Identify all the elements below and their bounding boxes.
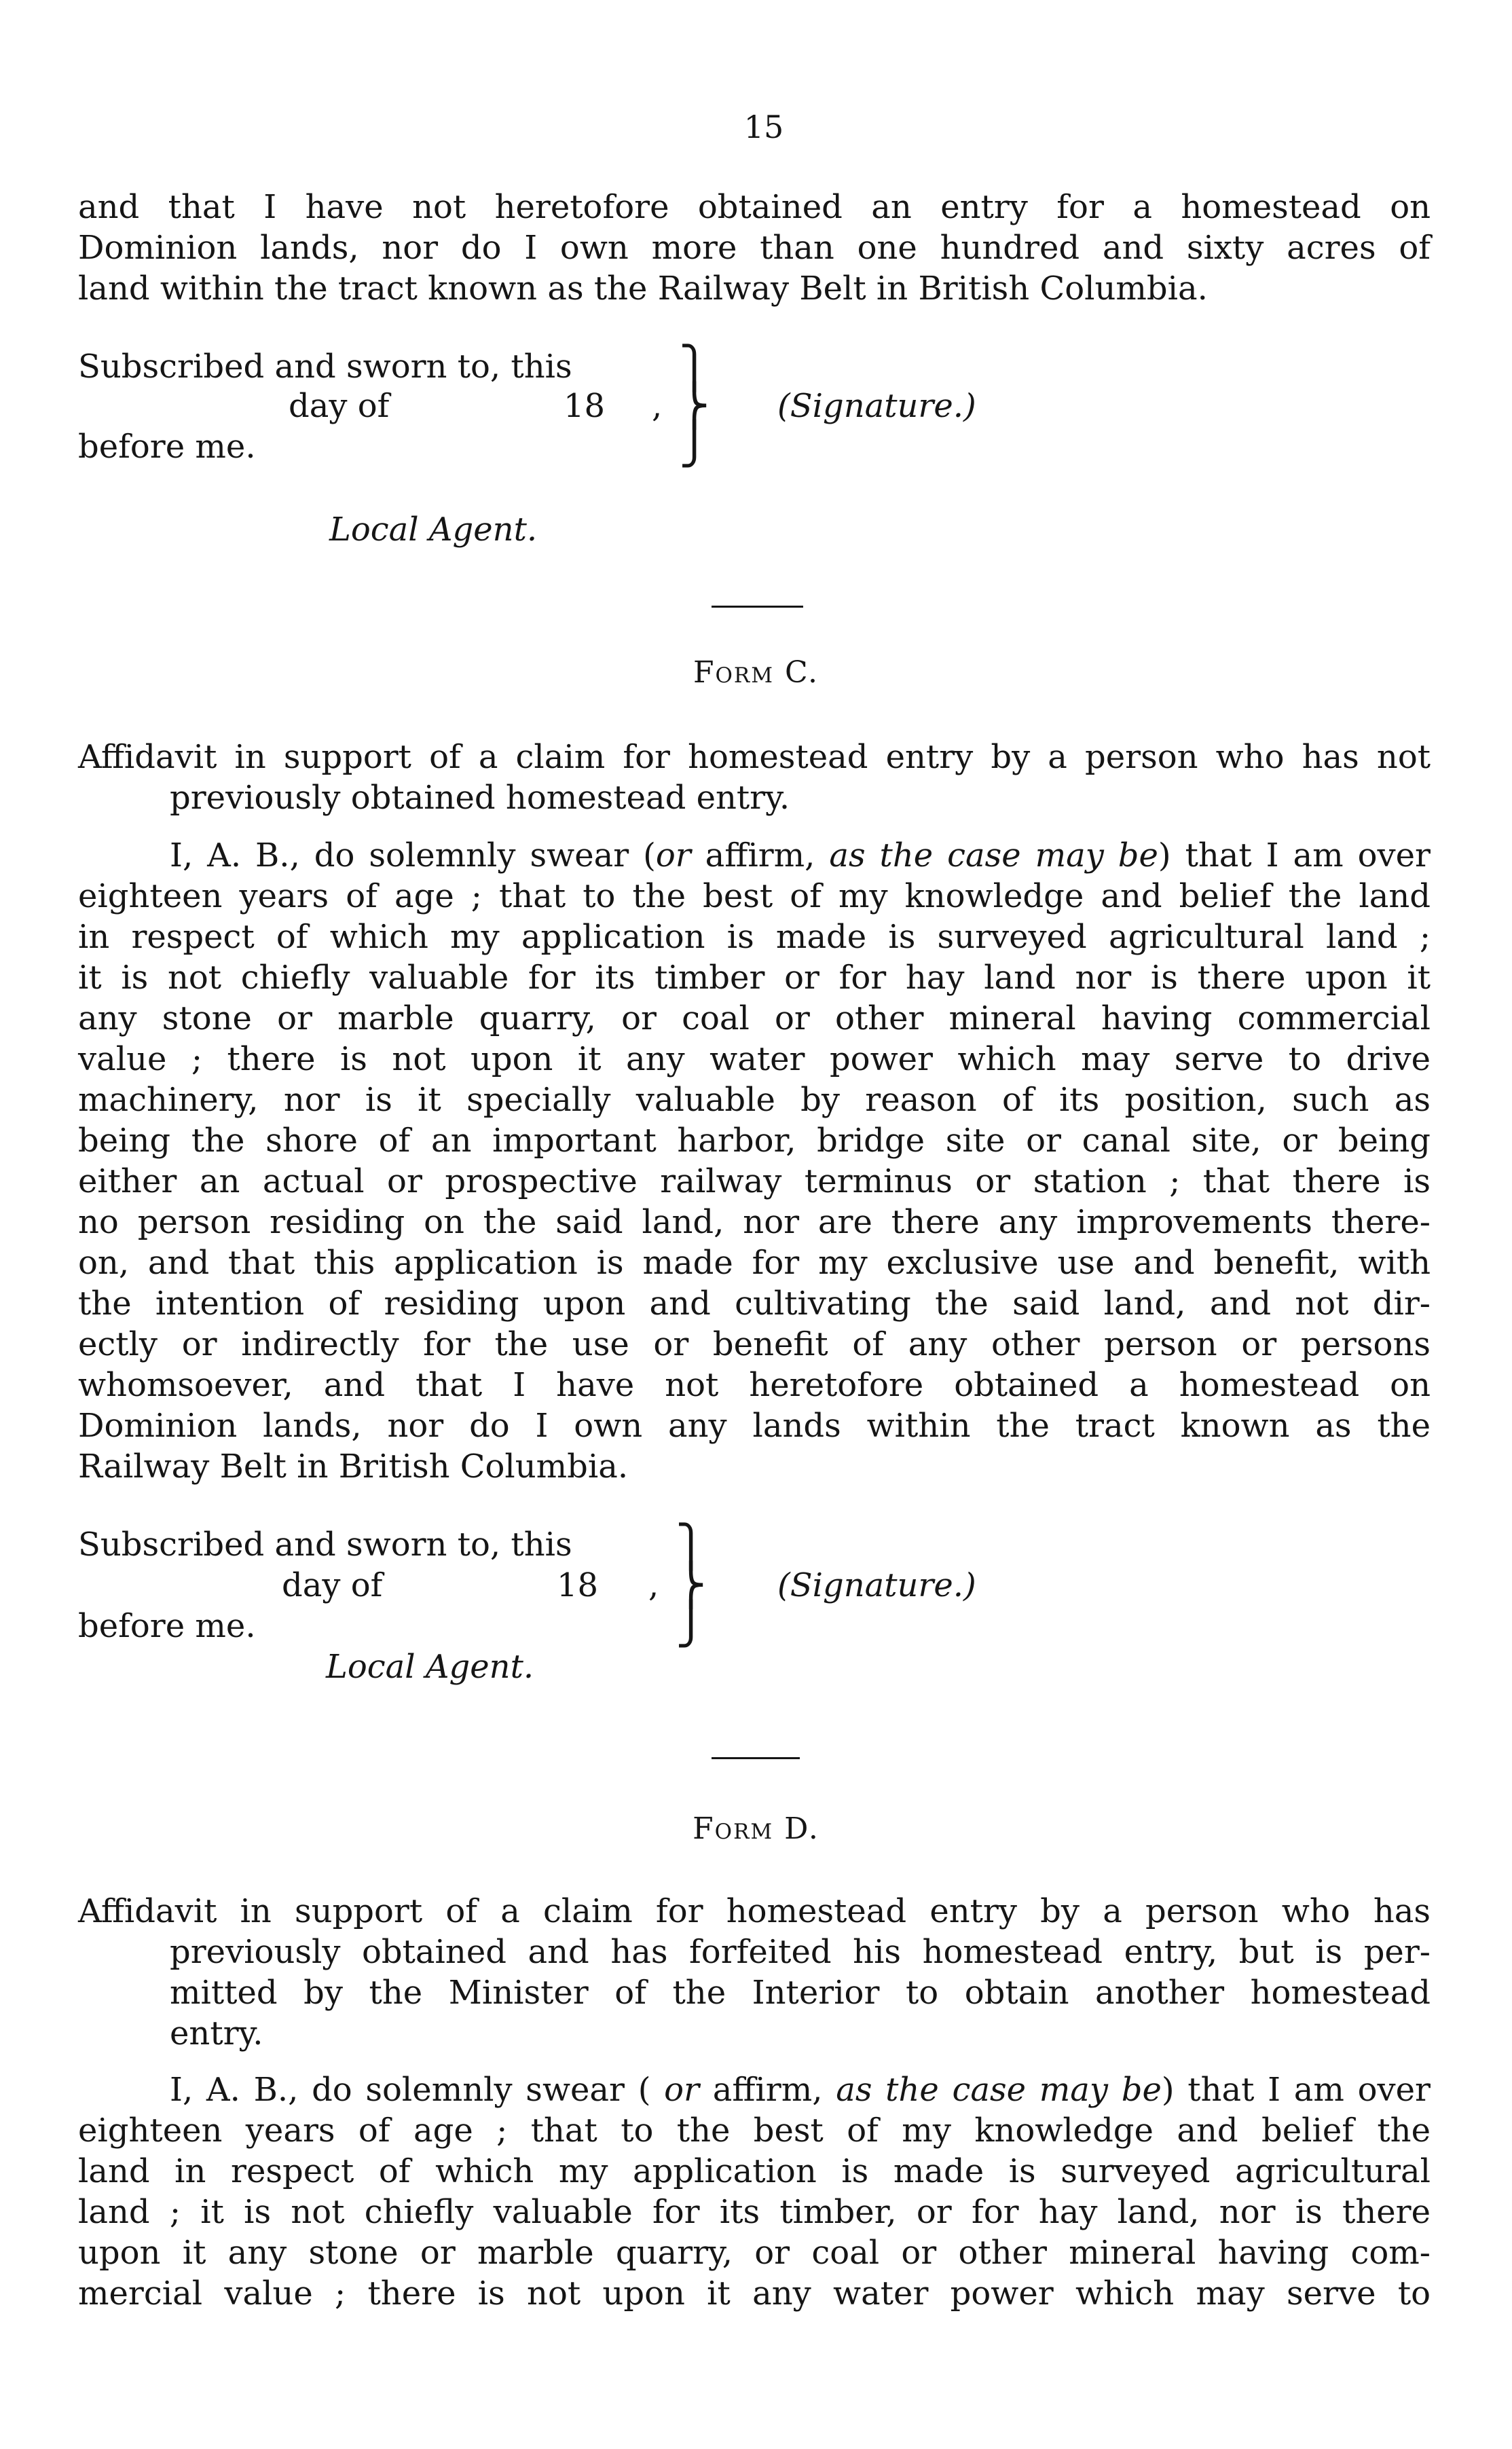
form-c-body-line: no person residing on the said land, nor are there any improvements there- (78, 1203, 1431, 1241)
form-c-body-line: on, and that this application is made for my exclusive use and benefit, with (78, 1244, 1431, 1282)
form-c-body-line: value ; there is not upon it any water power which may serve to drive (78, 1040, 1431, 1078)
page-number: 15 (743, 109, 784, 145)
jurat-day-of: day of (289, 387, 390, 425)
form-c-body-line: the intention of residing upon and cultivating the said land, and not dir- (78, 1285, 1431, 1323)
form-c-body-line: Dominion lands, nor do I own any lands within the tract known as the (78, 1407, 1431, 1445)
brace-middle: ⎬ (679, 382, 709, 430)
form-d-body-line: mercial value ; there is not upon it any water power which may serve to (78, 2275, 1431, 2313)
jurat-comma: , (648, 1566, 659, 1604)
form-c-heading-line: Affidavit in support of a claim for homestead entry by a person who has not (78, 738, 1431, 776)
form-d-heading-line: previously obtained and has forfeited his homestead entry, but is per- (170, 1933, 1431, 1971)
form-c-body-line: I, A. B., do solemnly swear (or affirm, as the case may be) that I am over (170, 836, 1431, 874)
local-agent-label: Local Agent. (329, 511, 538, 549)
jurat-before-me: before me. (78, 1607, 256, 1645)
form-d-body-line: land in respect of which my application is made is surveyed agricultural (78, 2152, 1431, 2190)
form-d-body-line: land ; it is not chiefly valuable for its timber, or for hay land, nor is there (78, 2193, 1431, 2231)
jurat-day-of: day of (282, 1566, 383, 1604)
form-d-title: Form D. (693, 1811, 819, 1846)
jurat-year: 18 (557, 1566, 599, 1604)
jurat-before-me: before me. (78, 428, 256, 466)
form-c-body-line: machinery, nor is it specially valuable by reason of its position, such as (78, 1081, 1431, 1119)
form-c-body-line: any stone or marble quarry, or coal or other mineral having commercial (78, 999, 1431, 1037)
local-agent-label: Local Agent. (326, 1648, 534, 1686)
form-c-title: Form C. (693, 655, 819, 690)
signature-label: (Signature.) (777, 387, 976, 425)
form-c-body-line: Railway Belt in British Columbia. (78, 1448, 629, 1486)
jurat-year: 18 (564, 387, 606, 425)
jurat-comma: , (652, 387, 663, 425)
brace-middle: ⎬ (676, 1562, 706, 1609)
form-d-body-line: eighteen years of age ; that to the best of my knowledge and belief the (78, 2112, 1431, 2150)
form-c-body-line: eighteen years of age ; that to the best of my knowledge and belief the land (78, 877, 1431, 915)
section-divider (712, 1757, 800, 1759)
form-c-body-line: ectly or indirectly for the use or benefit of any other person or persons (78, 1325, 1431, 1363)
form-c-body-line: in respect of which my application is made is surveyed agricultural land ; (78, 918, 1431, 956)
form-d-heading-line: mitted by the Minister of the Interior to obtain another homestead (170, 1974, 1431, 2012)
form-c-body-line: either an actual or prospective railway terminus or station ; that there is (78, 1162, 1431, 1200)
form-d-heading-line: Affidavit in support of a claim for homestead entry by a person who has (78, 1892, 1431, 1930)
brace-bottom: ⎭ (676, 1600, 706, 1648)
brace-top: ⎫ (676, 1523, 706, 1570)
form-c-body-line: it is not chiefly valuable for its timber or for hay land nor is there upon it (78, 959, 1431, 997)
form-c-heading-line: previously obtained homestead entry. (170, 779, 790, 817)
form-d-heading-line: entry. (170, 2014, 263, 2052)
brace-top: ⎫ (679, 344, 709, 392)
form-b-tail-line: Dominion lands, nor do I own more than one hundred and sixty acres of (78, 229, 1431, 267)
jurat-subscribed: Subscribed and sworn to, this (78, 1526, 572, 1564)
jurat-subscribed: Subscribed and sworn to, this (78, 348, 572, 386)
form-b-tail-line: land within the tract known as the Railway Belt in British Columbia. (78, 270, 1208, 308)
signature-label: (Signature.) (777, 1566, 976, 1604)
brace-bottom: ⎭ (679, 420, 709, 468)
form-d-body-line: I, A. B., do solemnly swear ( or affirm, as the case may be) that I am over (170, 2071, 1431, 2109)
form-b-tail-line: and that I have not heretofore obtained an entry for a homestead on (78, 188, 1431, 226)
section-divider (712, 606, 803, 608)
form-c-body-line: being the shore of an important harbor, bridge site or canal site, or being (78, 1122, 1431, 1160)
form-c-body-line: whomsoever, and that I have not heretofore obtained a homestead on (78, 1366, 1431, 1404)
form-d-body-line: upon it any stone or marble quarry, or coal or other mineral having com- (78, 2234, 1431, 2272)
